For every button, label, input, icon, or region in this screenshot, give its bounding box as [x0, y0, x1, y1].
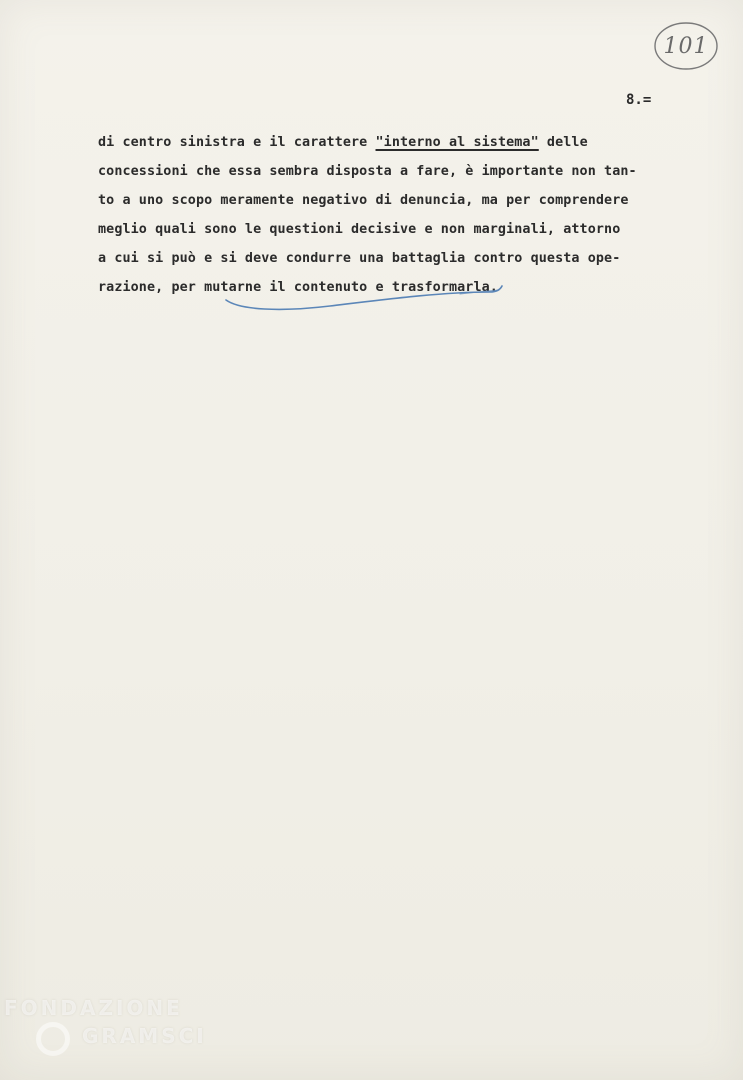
text-segment: to a uno scopo meramente negativo di denuncia, ma per comprendere — [98, 193, 629, 208]
text-segment: di centro sinistra e il carattere — [98, 135, 376, 150]
watermark-logo-icon — [36, 1022, 70, 1056]
text-line — [98, 157, 688, 186]
pen-underline-mark — [220, 280, 510, 320]
text-segment: delle — [538, 135, 588, 150]
archive-number-stamp — [653, 20, 719, 72]
text-line — [98, 215, 688, 244]
foundation-watermark — [4, 996, 207, 1076]
watermark-line-1: FONDAZIONE — [4, 996, 183, 1020]
underlined-phrase: "interno al sistema" — [375, 135, 539, 150]
text-line — [98, 186, 688, 215]
text-segment: concessioni che essa sembra disposta a fare, è importante non tan- — [98, 164, 637, 179]
page-number: 8.= — [626, 92, 652, 108]
text-line — [98, 244, 688, 273]
text-segment: a cui si può e si deve condurre una battaglia contro questa ope- — [98, 251, 621, 266]
text-segment: meglio quali sono le questioni decisive e non marginali, attorno — [98, 222, 621, 237]
text-segment: razione, per mutarne il contenuto e trasformarla. — [98, 280, 498, 295]
archive-number: 101 — [663, 33, 709, 59]
typed-paragraph — [98, 128, 688, 302]
watermark-line-2: GRAMSCI — [82, 1024, 207, 1048]
text-line — [98, 128, 688, 157]
